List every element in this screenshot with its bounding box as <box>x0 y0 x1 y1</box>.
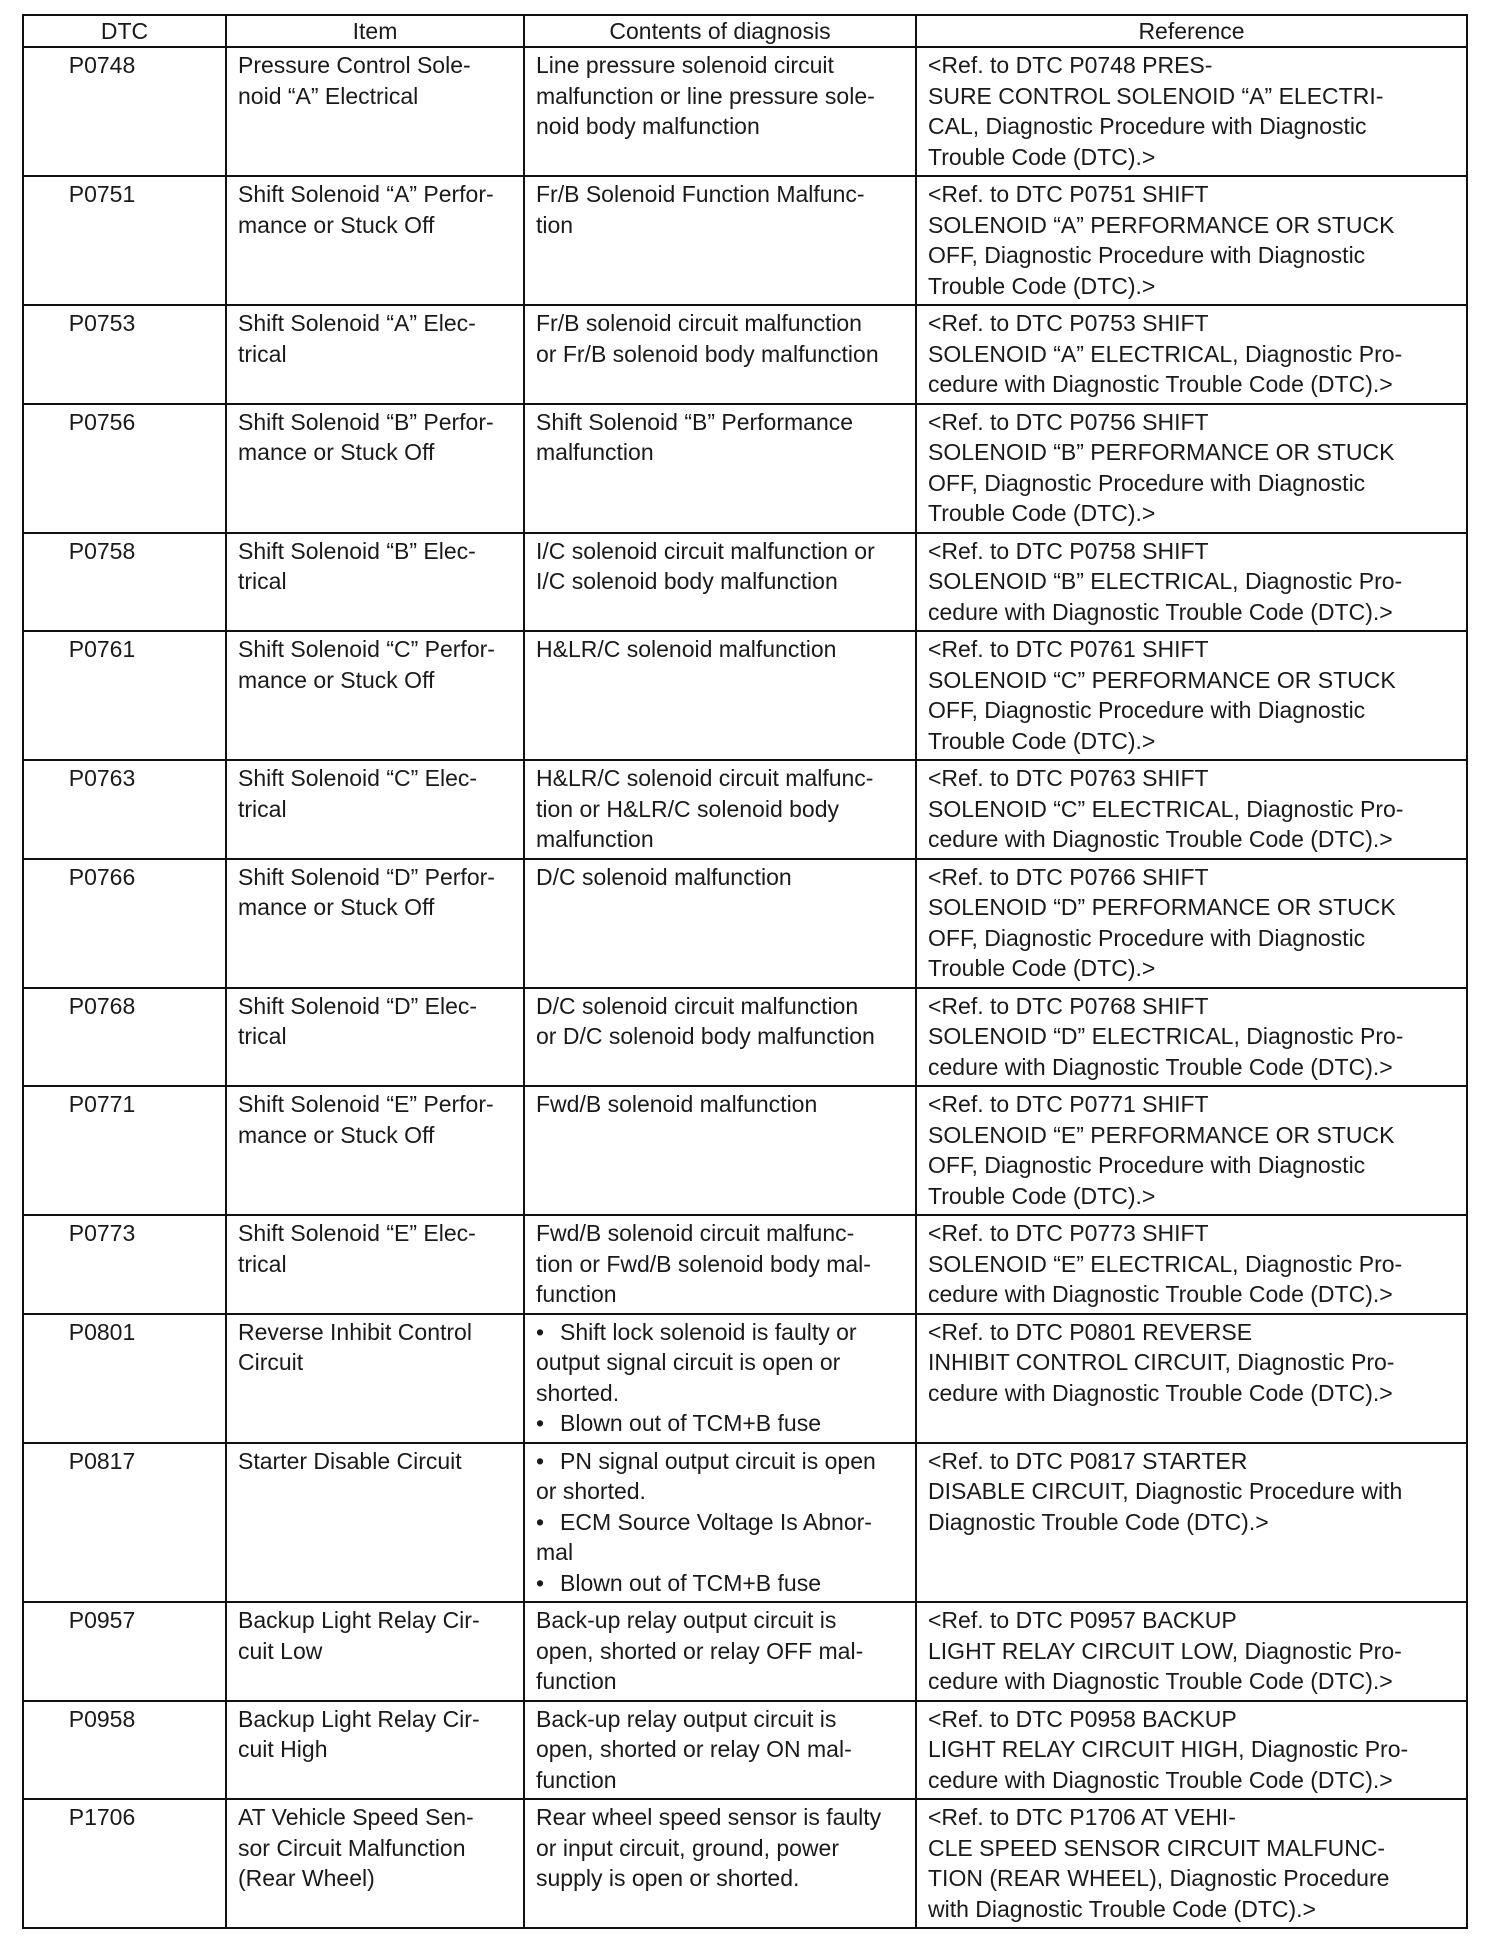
reference-cell: <Ref. to DTC P0761 SHIFT SOLENOID “C” PERFORMANCE OR STUCK OFF, Diagnostic Procedure with Diagnostic Trouble Code (DTC).> <box>916 631 1467 760</box>
header-contents: Contents of diagnosis <box>524 15 916 47</box>
item-cell: Shift Solenoid “E” Elec- trical <box>226 1215 524 1314</box>
dtc-code-cell: P0801 <box>23 1314 226 1443</box>
table-header <box>23 15 1467 47</box>
contents-cell: D/C solenoid circuit malfunction or D/C solenoid body malfunction <box>524 988 916 1087</box>
bullet-text: Blown out of TCM+B fuse <box>560 1569 822 1596</box>
bullet-item <box>536 1408 906 1439</box>
dtc-code-cell: P0751 <box>23 176 226 305</box>
item-cell: Starter Disable Circuit <box>226 1443 524 1603</box>
dtc-code-cell: P0753 <box>23 305 226 404</box>
reference-cell: <Ref. to DTC P0753 SHIFT SOLENOID “A” ELECTRICAL, Diagnostic Pro- cedure with Diagnostic Trouble Code (DTC).> <box>916 305 1467 404</box>
table-row <box>23 1701 1467 1800</box>
bullet-item <box>536 1446 906 1507</box>
reference-cell: <Ref. to DTC P0758 SHIFT SOLENOID “B” ELECTRICAL, Diagnostic Pro- cedure with Diagnostic Trouble Code (DTC).> <box>916 533 1467 632</box>
item-cell: Shift Solenoid “B” Perfor- mance or Stuck Off <box>226 404 524 533</box>
reference-cell: <Ref. to DTC P0768 SHIFT SOLENOID “D” ELECTRICAL, Diagnostic Pro- cedure with Diagnostic Trouble Code (DTC).> <box>916 988 1467 1087</box>
bullet-item <box>536 1317 906 1409</box>
reference-cell: <Ref. to DTC P0771 SHIFT SOLENOID “E” PERFORMANCE OR STUCK OFF, Diagnostic Procedure with Diagnostic Trouble Code (DTC).> <box>916 1086 1467 1215</box>
table-row <box>23 988 1467 1087</box>
bullet-icon: • <box>536 1318 545 1345</box>
dtc-code-cell: P0773 <box>23 1215 226 1314</box>
header-dtc: DTC <box>23 15 226 47</box>
item-cell: Shift Solenoid “D” Perfor- mance or Stuck Off <box>226 859 524 988</box>
contents-cell: H&LR/C solenoid malfunction <box>524 631 916 760</box>
contents-cell <box>524 1443 916 1603</box>
table-row <box>23 404 1467 533</box>
reference-cell: <Ref. to DTC P0773 SHIFT SOLENOID “E” ELECTRICAL, Diagnostic Pro- cedure with Diagnostic Trouble Code (DTC).> <box>916 1215 1467 1314</box>
table-row <box>23 533 1467 632</box>
dtc-code-cell: P0771 <box>23 1086 226 1215</box>
table-row <box>23 176 1467 305</box>
dtc-code-cell: P0768 <box>23 988 226 1087</box>
bullet-text: Blown out of TCM+B fuse <box>560 1410 822 1436</box>
item-cell: Shift Solenoid “B” Elec- trical <box>226 533 524 632</box>
table-row <box>23 1602 1467 1701</box>
bullet-icon: • <box>536 1508 545 1535</box>
item-cell: Reverse Inhibit Control Circuit <box>226 1314 524 1443</box>
contents-cell: Fr/B Solenoid Function Malfunc- tion <box>524 176 916 305</box>
table-row <box>23 1799 1467 1928</box>
item-cell: Shift Solenoid “D” Elec- trical <box>226 988 524 1087</box>
table-row <box>23 760 1467 859</box>
dtc-code-cell: P0957 <box>23 1602 226 1701</box>
bullet-text: ECM Source Voltage Is Abnor- mal <box>536 1508 872 1565</box>
item-cell: Pressure Control Sole- noid “A” Electrical <box>226 47 524 176</box>
dtc-table <box>22 14 1468 1929</box>
header-reference: Reference <box>916 15 1467 47</box>
table-row <box>23 631 1467 760</box>
reference-cell: <Ref. to DTC P0801 REVERSE INHIBIT CONTROL CIRCUIT, Diagnostic Pro- cedure with Diagnostic Trouble Code (DTC).> <box>916 1314 1467 1443</box>
reference-cell: <Ref. to DTC P0957 BACKUP LIGHT RELAY CIRCUIT LOW, Diagnostic Pro- cedure with Diagnostic Trouble Code (DTC).> <box>916 1602 1467 1701</box>
table-body <box>23 47 1467 1928</box>
dtc-code-cell: P0766 <box>23 859 226 988</box>
contents-cell: Fwd/B solenoid malfunction <box>524 1086 916 1215</box>
reference-cell: <Ref. to DTC P0817 STARTER DISABLE CIRCUIT, Diagnostic Procedure with Diagnostic Trouble Code (DTC).> <box>916 1443 1467 1603</box>
contents-cell <box>524 1314 916 1443</box>
dtc-code-cell: P0763 <box>23 760 226 859</box>
reference-cell: <Ref. to DTC P0958 BACKUP LIGHT RELAY CIRCUIT HIGH, Diagnostic Pro- cedure with Diagnostic Trouble Code (DTC).> <box>916 1701 1467 1800</box>
reference-cell: <Ref. to DTC P0756 SHIFT SOLENOID “B” PERFORMANCE OR STUCK OFF, Diagnostic Procedure with Diagnostic Trouble Code (DTC).> <box>916 404 1467 533</box>
dtc-code-cell: P0958 <box>23 1701 226 1800</box>
contents-cell: Fr/B solenoid circuit malfunction or Fr/B solenoid body malfunction <box>524 305 916 404</box>
reference-cell: <Ref. to DTC P0766 SHIFT SOLENOID “D” PERFORMANCE OR STUCK OFF, Diagnostic Procedure with Diagnostic Trouble Code (DTC).> <box>916 859 1467 988</box>
bullet-icon: • <box>536 1447 545 1474</box>
item-cell: AT Vehicle Speed Sen- sor Circuit Malfunction (Rear Wheel) <box>226 1799 524 1928</box>
contents-cell: Line pressure solenoid circuit malfunction or line pressure sole- noid body malfunction <box>524 47 916 176</box>
bullet-text: PN signal output circuit is open or shorted. <box>536 1447 876 1504</box>
dtc-code-cell: P0748 <box>23 47 226 176</box>
table-row <box>23 1215 1467 1314</box>
item-cell: Shift Solenoid “C” Elec- trical <box>226 760 524 859</box>
table-row <box>23 47 1467 176</box>
reference-cell: <Ref. to DTC P0763 SHIFT SOLENOID “C” ELECTRICAL, Diagnostic Pro- cedure with Diagnostic Trouble Code (DTC).> <box>916 760 1467 859</box>
item-cell: Backup Light Relay Cir- cuit Low <box>226 1602 524 1701</box>
item-cell: Shift Solenoid “C” Perfor- mance or Stuck Off <box>226 631 524 760</box>
dtc-code-cell: P0756 <box>23 404 226 533</box>
reference-cell: <Ref. to DTC P0751 SHIFT SOLENOID “A” PERFORMANCE OR STUCK OFF, Diagnostic Procedure with Diagnostic Trouble Code (DTC).> <box>916 176 1467 305</box>
bullet-list <box>536 1317 906 1439</box>
contents-cell: D/C solenoid malfunction <box>524 859 916 988</box>
contents-cell: Back-up relay output circuit is open, shorted or relay ON mal- function <box>524 1701 916 1800</box>
table-row <box>23 1086 1467 1215</box>
contents-cell: H&LR/C solenoid circuit malfunc- tion or H&LR/C solenoid body malfunction <box>524 760 916 859</box>
bullet-list <box>536 1446 906 1599</box>
dtc-code-cell: P0817 <box>23 1443 226 1603</box>
contents-cell: I/C solenoid circuit malfunction or I/C solenoid body malfunction <box>524 533 916 632</box>
header-item: Item <box>226 15 524 47</box>
bullet-text: Shift lock solenoid is faulty or output signal circuit is open or shorted. <box>536 1318 857 1406</box>
dtc-code-cell: P1706 <box>23 1799 226 1928</box>
dtc-code-cell: P0758 <box>23 533 226 632</box>
table-row <box>23 305 1467 404</box>
document-page <box>22 14 1466 1929</box>
item-cell: Shift Solenoid “A” Perfor- mance or Stuck Off <box>226 176 524 305</box>
bullet-item <box>536 1507 906 1568</box>
bullet-icon: • <box>536 1569 545 1596</box>
contents-cell: Back-up relay output circuit is open, shorted or relay OFF mal- function <box>524 1602 916 1701</box>
item-cell: Shift Solenoid “A” Elec- trical <box>226 305 524 404</box>
header-row <box>23 15 1467 47</box>
table-row <box>23 1314 1467 1443</box>
item-cell: Backup Light Relay Cir- cuit High <box>226 1701 524 1800</box>
item-cell: Shift Solenoid “E” Perfor- mance or Stuck Off <box>226 1086 524 1215</box>
bullet-icon: • <box>536 1410 545 1436</box>
table-row <box>23 1443 1467 1603</box>
bullet-item <box>536 1568 906 1599</box>
contents-cell: Shift Solenoid “B” Performance malfunction <box>524 404 916 533</box>
reference-cell: <Ref. to DTC P1706 AT VEHI- CLE SPEED SENSOR CIRCUIT MALFUNC- TION (REAR WHEEL), Diagnostic Procedure with Diagnostic Trouble Code (DTC).> <box>916 1799 1467 1928</box>
table-row <box>23 859 1467 988</box>
contents-cell: Rear wheel speed sensor is faulty or input circuit, ground, power supply is open or shorted. <box>524 1799 916 1928</box>
reference-cell: <Ref. to DTC P0748 PRES- SURE CONTROL SOLENOID “A” ELECTRI- CAL, Diagnostic Procedure with Diagnostic Trouble Code (DTC).> <box>916 47 1467 176</box>
dtc-code-cell: P0761 <box>23 631 226 760</box>
contents-cell: Fwd/B solenoid circuit malfunc- tion or Fwd/B solenoid body mal- function <box>524 1215 916 1314</box>
